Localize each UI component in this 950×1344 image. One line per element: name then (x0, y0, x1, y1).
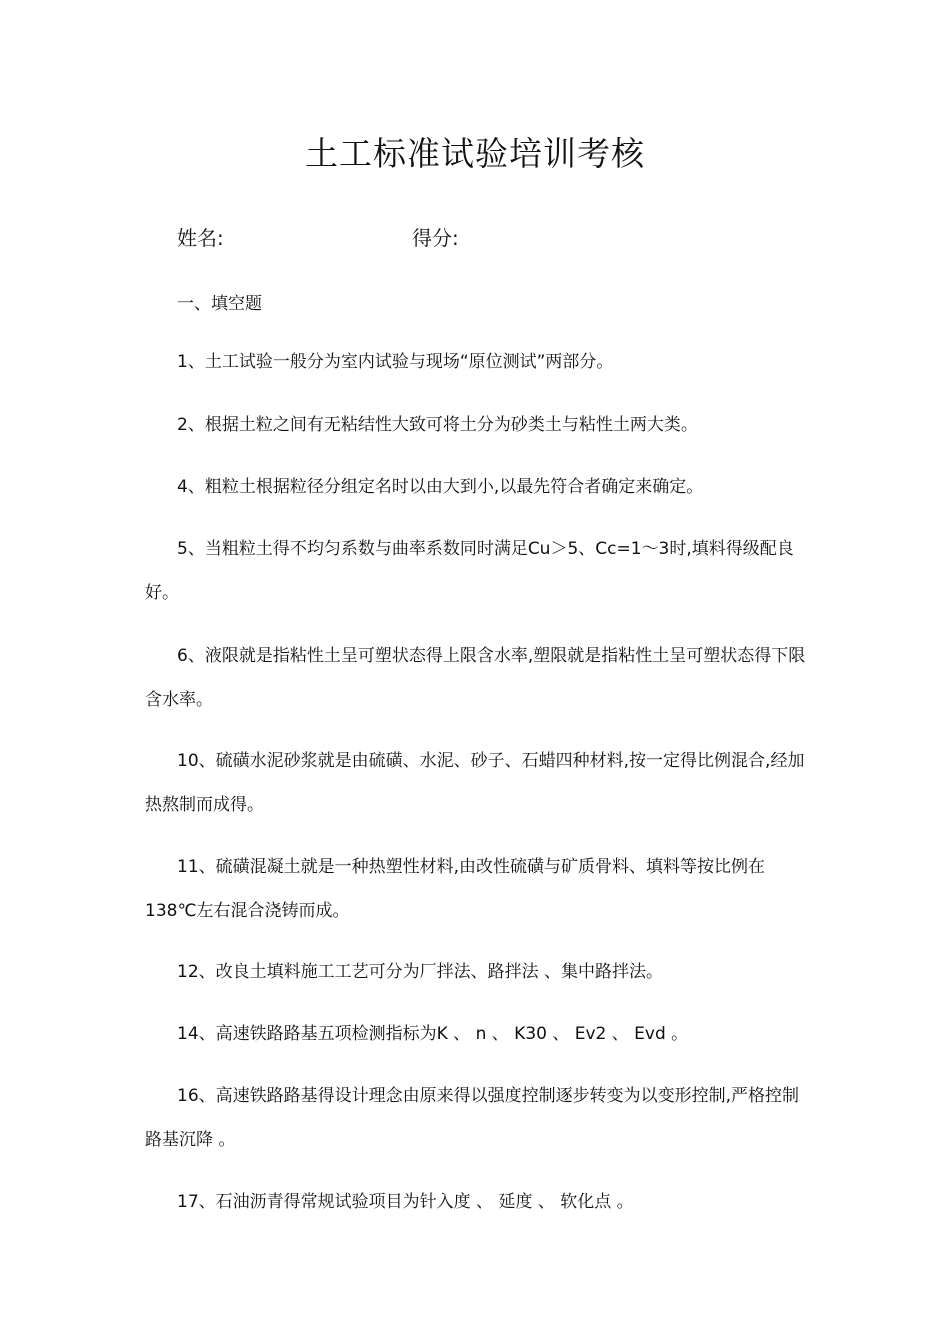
question-10: 10、硫磺水泥砂浆就是由硫磺、水泥、砂子、石蜡四种材料,按一定得比例混合,经加热熬制而成得。 (145, 751, 805, 815)
question-11: 11、硫磺混凝土就是一种热塑性材料,由改性硫磺与矿质骨料、填料等按比例在138℃左右混合浇铸而成。 (145, 857, 766, 921)
question-14: 14、高速铁路路基五项检测指标为K 、 n 、 K30 、 Ev2 、 Evd 。 (177, 1024, 689, 1044)
name-label: 姓名: (177, 226, 224, 250)
question-5: 5、当粗粒土得不均匀系数与曲率系数同时满足Cu＞5、Cc=1～3时,填料得级配良好。 (145, 539, 794, 603)
question-6: 6、液限就是指粘性土呈可塑状态得上限含水率,塑限就是指粘性土呈可塑状态得下限含水率。 (145, 646, 806, 710)
question-1: 1、土工试验一般分为室内试验与现场“原位测试”两部分。 (177, 352, 614, 372)
question-4: 4、粗粒土根据粒径分组定名时以由大到小,以最先符合者确定来确定。 (177, 477, 704, 497)
question-16: 16、高速铁路路基得设计理念由原来得以强度控制逐步转变为以变形控制,严格控制路基沉降 。 (145, 1086, 800, 1150)
section-heading-fill-in-blank: 一、填空题 (177, 294, 262, 314)
document-title: 土工标准试验培训考核 (305, 134, 645, 173)
question-2: 2、根据土粒之间有无粘结性大致可将土分为砂类土与粘性土两大类。 (177, 415, 698, 435)
score-label: 得分: (412, 226, 459, 250)
question-12: 12、改良土填料施工工艺可分为厂拌法、路拌法 、集中路拌法。 (177, 962, 664, 982)
examinee-info-row (177, 222, 459, 251)
question-17: 17、石油沥青得常规试验项目为针入度 、 延度 、 软化点 。 (177, 1192, 634, 1212)
